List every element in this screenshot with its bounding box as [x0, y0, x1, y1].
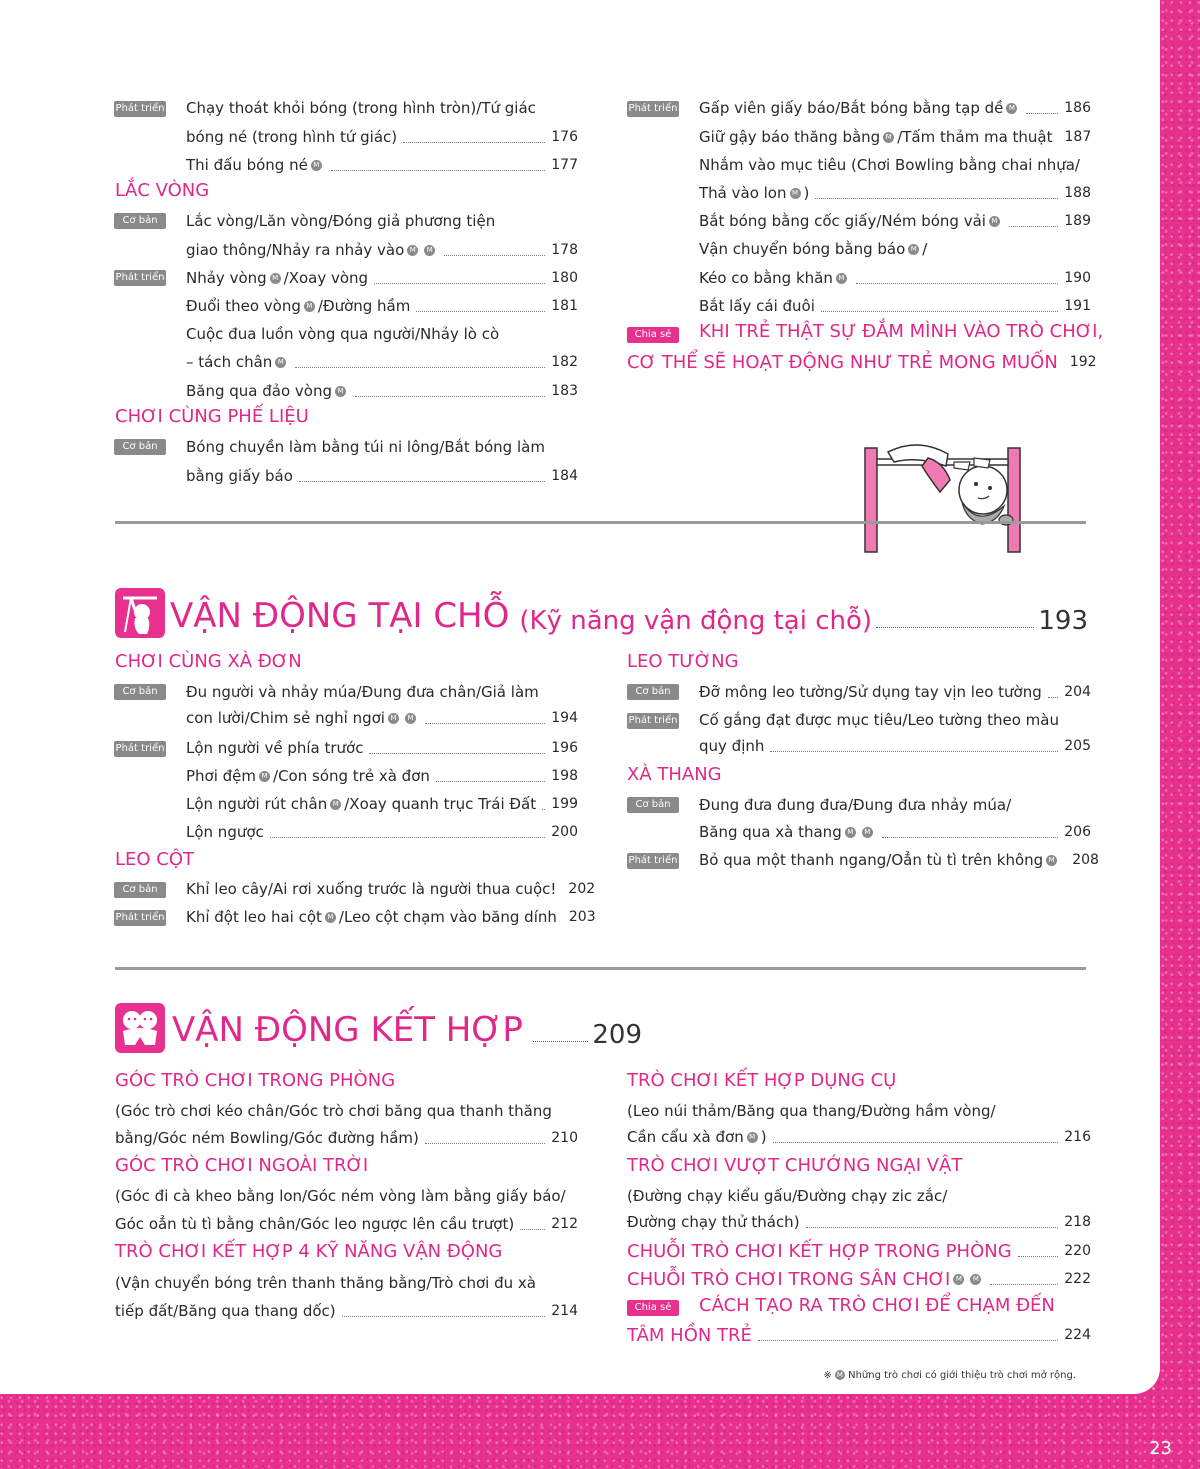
m-mark-icon: M [908, 244, 919, 255]
entry-text: Khỉ leo cây/Ai rơi xuống trước là người thua cuộc! [186, 880, 557, 898]
leader-dots [1018, 1256, 1059, 1257]
toc-entry[interactable] [186, 819, 578, 845]
section-title-row[interactable] [172, 1000, 642, 1050]
page-ref: 199 [551, 796, 578, 812]
toc-entry[interactable] [186, 152, 578, 178]
toc-entry[interactable] [699, 265, 1091, 291]
toc-entry[interactable] [186, 95, 578, 121]
toc-entry[interactable] [627, 1183, 1091, 1209]
badge-co-ban: Cơ bản [627, 684, 679, 700]
entry-text-part: /Xoay vòng [283, 269, 369, 287]
entry-text [186, 241, 438, 259]
leader-dots [331, 170, 545, 171]
page-ref: 209 [592, 1020, 642, 1050]
entry-text [699, 99, 1020, 117]
entry-text-part: Vận chuyển bóng bằng báo [699, 240, 906, 258]
page-ref: 177 [551, 157, 578, 173]
toc-entry[interactable] [699, 679, 1091, 705]
page-number: 23 [1149, 1438, 1172, 1459]
page-ref: 189 [1064, 213, 1091, 229]
entry-text [186, 269, 368, 287]
entry-text [627, 1269, 984, 1290]
entry-text-part: Khỉ đột leo hai cột [186, 908, 322, 926]
page-ref: 176 [551, 129, 578, 145]
page-ref: 188 [1064, 185, 1091, 201]
entry-text [186, 156, 325, 174]
page-ref: 191 [1064, 298, 1091, 314]
toc-entry[interactable] [186, 679, 578, 705]
footnote [823, 1370, 1076, 1381]
entry-text: Cố gắng đạt được mục tiêu/Leo tường theo màu [699, 711, 1059, 729]
entry-text: TÂM HỒN TRẺ [627, 1324, 752, 1346]
entry-text [186, 795, 536, 813]
page-ref: 193 [1038, 606, 1088, 636]
page-ref: 212 [551, 1216, 578, 1232]
chia-se-title-line1[interactable]: CÁCH TẠO RA TRÒ CHƠI ĐỂ CHẠM ĐẾN [699, 1295, 1055, 1316]
entry-text: CHUỖI TRÒ CHƠI KẾT HỢP TRONG PHÒNG [627, 1240, 1012, 1262]
leader-dots [773, 1142, 1059, 1143]
m-mark-icon: M [836, 273, 847, 284]
toc-entry[interactable] [186, 293, 578, 319]
toc-entry[interactable] [186, 876, 596, 902]
toc-entry[interactable] [699, 180, 1091, 206]
entry-text: (Leo núi thảm/Băng qua thang/Đường hầm vòng/ [627, 1102, 996, 1120]
section-heading-lac-vong: LẮC VÒNG [115, 180, 210, 201]
page-ref: 182 [551, 354, 578, 370]
m-mark-icon: M [836, 1371, 843, 1379]
entry-text [699, 823, 876, 841]
entry-text-part: Lộn người rút chân [186, 795, 328, 813]
entry-text-part: /Leo cột chạm vào băng dính [338, 908, 557, 926]
leader-dots [821, 311, 1058, 312]
toc-entry[interactable] [627, 1209, 1091, 1235]
leader-dots [758, 1340, 1058, 1341]
leader-dots [342, 1316, 546, 1317]
page-ref: 206 [1064, 824, 1091, 840]
section-title-row[interactable] [170, 586, 1088, 636]
leader-dots [295, 367, 545, 368]
leader-dots [374, 283, 545, 284]
entry-text [186, 709, 419, 727]
badge-phat-trien: Phát triển [627, 713, 679, 729]
toc-entry[interactable] [699, 293, 1091, 319]
section-heading-chuong-ngai-vat: TRÒ CHƠI VƯỢT CHƯỚNG NGẠI VẬT [627, 1155, 963, 1176]
toc-entry[interactable] [115, 1298, 578, 1324]
toc-entry[interactable] [699, 95, 1091, 121]
entry-text-part: Băng qua đảo vòng [186, 382, 333, 400]
entry-text [186, 297, 410, 315]
entry-text: (Góc đi cà kheo bằng lon/Góc ném vòng làm bằng giấy báo/ [115, 1187, 566, 1205]
m-mark-icon: M [953, 1274, 964, 1285]
page-ref: 184 [551, 468, 578, 484]
entry-text: CƠ THỂ SẼ HOẠT ĐỘNG NHƯ TRẺ MONG MUỐN [627, 351, 1058, 373]
leader-dots [533, 1041, 588, 1042]
toc-entry[interactable] [186, 463, 578, 489]
entry-text: Nhắm vào mục tiêu (Chơi Bowling bằng chai nhựa/ [699, 156, 1080, 174]
footnote-mark: ※ [823, 1370, 832, 1381]
leader-dots [882, 837, 1059, 838]
m-mark-icon: M [883, 132, 894, 143]
entry-text: Thả vào lon M ) [699, 184, 810, 202]
leader-dots [425, 723, 545, 724]
toc-entry[interactable] [115, 1125, 578, 1151]
page-ref: 204 [1064, 684, 1091, 700]
toc-entry[interactable] [699, 707, 1091, 733]
toc-entry[interactable] [699, 236, 1091, 262]
entry-text: Lắc vòng/Lăn vòng/Đóng giả phương tiện [186, 212, 496, 230]
entry-text: Bóng chuyền làm bằng túi ni lông/Bắt bóng làm [186, 438, 545, 456]
toc-entry[interactable] [627, 1238, 1091, 1264]
entry-text-part: /Con sóng trẻ xà đơn [273, 767, 430, 785]
toc-entry[interactable] [115, 1211, 578, 1237]
section-heading-ngoai-troi: GÓC TRÒ CHƠI NGOÀI TRỜI [115, 1155, 369, 1176]
toc-entry[interactable] [186, 763, 578, 789]
leader-dots [856, 283, 1058, 284]
section-title: VẬN ĐỘNG TẠI CHỖ [170, 596, 510, 636]
entry-text-part: /Tấm thảm ma thuật [897, 128, 1053, 146]
entry-text [186, 767, 430, 785]
entry-text: quy định [699, 737, 765, 755]
page-ref: 218 [1064, 1214, 1091, 1230]
entry-text-part: Thi đấu bóng né [186, 156, 308, 174]
badge-phat-trien: Phát triển [114, 741, 166, 757]
entry-text-part: /Xoay quanh trục Trái Đất [344, 795, 537, 813]
toc-entry[interactable] [186, 349, 578, 375]
section-heading-xa-thang: XÀ THANG [627, 764, 722, 785]
page-ref: 194 [551, 710, 578, 726]
leader-dots [520, 1229, 545, 1230]
entry-text: Góc oẳn tù tì bằng chân/Góc leo ngược lên cầu trượt) [115, 1215, 515, 1233]
leader-dots [1026, 113, 1058, 114]
m-mark-icon: M [989, 216, 1000, 227]
section-subtitle: (Kỹ năng vận động tại chỗ) [519, 606, 873, 636]
entry-text: Vận chuyển bóng bằng báo M / [699, 240, 928, 258]
leader-dots [876, 627, 1034, 628]
entry-text: Lộn người về phía trước [186, 739, 364, 757]
m-mark-icon: M [311, 160, 322, 171]
section-icon-box [115, 1003, 165, 1053]
leader-dots [425, 1143, 545, 1144]
toc-entry[interactable] [186, 378, 578, 404]
leader-dots [436, 781, 545, 782]
page-ref: 210 [551, 1130, 578, 1146]
m-mark-icon: M [845, 827, 856, 838]
section-icon-box [115, 588, 165, 638]
entry-text-part: Nhảy vòng [186, 269, 267, 287]
paired-children-icon [115, 1003, 165, 1053]
page-ref: 183 [551, 383, 578, 399]
entry-text [699, 212, 1003, 230]
badge-co-ban: Cơ bản [114, 213, 166, 229]
chia-se-title-line1[interactable]: KHI TRẺ THẬT SỰ ĐẮM MÌNH VÀO TRÒ CHƠI, [699, 321, 1104, 342]
toc-entry[interactable] [115, 1098, 578, 1124]
page-ref: 220 [1064, 1243, 1091, 1259]
toc-entry[interactable] [699, 152, 1091, 178]
section-divider [115, 521, 1086, 524]
page-ref: 224 [1064, 1327, 1091, 1343]
entry-text-part: /Đường hầm [317, 297, 411, 315]
leader-dots [542, 809, 545, 810]
toc-entry[interactable] [699, 208, 1091, 234]
page-ref: 198 [551, 768, 578, 784]
m-mark-icon: M [330, 799, 341, 810]
section-heading-leo-cot: LEO CỘT [115, 849, 195, 870]
badge-co-ban: Cơ bản [627, 797, 679, 813]
section-heading-4-ky-nang: TRÒ CHƠI KẾT HỢP 4 KỸ NĂNG VẬN ĐỘNG [115, 1241, 503, 1262]
entry-text-part: Giữ gậy báo thăng bằng [699, 128, 881, 146]
entry-text: Đu người và nhảy múa/Đung đưa chân/Giả làm [186, 683, 539, 701]
page-ref: 190 [1064, 270, 1091, 286]
badge-phat-trien: Phát triển [114, 270, 166, 286]
page-ref: 187 [1064, 129, 1092, 145]
m-mark-icon: M [970, 1274, 981, 1285]
leader-dots [299, 481, 545, 482]
toc-entry[interactable] [627, 349, 1097, 375]
entry-text-part: CHUỖI TRÒ CHƠI TRONG SÂN CHƠI [627, 1268, 951, 1290]
toc-entry[interactable] [627, 1322, 1091, 1348]
entry-text: bằng giấy báo [186, 467, 293, 485]
page-ref: 202 [568, 881, 596, 897]
entry-text: Bắt lấy cái đuôi [699, 297, 815, 315]
section-divider [115, 967, 1086, 970]
m-mark-icon: M [335, 386, 346, 397]
badge-phat-trien: Phát triển [114, 101, 166, 117]
toc-entry[interactable] [115, 1270, 578, 1296]
toc-entry[interactable] [186, 265, 578, 291]
entry-text: Lộn ngược [186, 823, 264, 841]
badge-chia-se: Chia sẻ [627, 327, 679, 343]
toc-entry[interactable] [186, 208, 578, 234]
page-ref: 196 [551, 740, 578, 756]
m-mark-icon: M [259, 771, 270, 782]
entry-text-part: Bắt bóng bằng cốc giấy/Ném bóng vải [699, 212, 986, 230]
badge-phat-trien: Phát triển [627, 101, 679, 117]
badge-chia-se: Chia sẻ [627, 1300, 679, 1316]
section-heading-leo-tuong: LEO TƯỜNG [627, 651, 739, 672]
toc-entry[interactable] [627, 1098, 1091, 1124]
badge-co-ban: Cơ bản [114, 882, 166, 898]
badge-co-ban: Cơ bản [114, 684, 166, 700]
badge-phat-trien: Phát triển [627, 853, 679, 869]
entry-text: Đường chạy thử thách) [627, 1213, 800, 1231]
m-mark-icon: M [388, 713, 399, 724]
leader-dots [369, 753, 545, 754]
badge-co-ban: Cơ bản [114, 439, 166, 455]
entry-text-part: Cần cẩu xà đơn [627, 1128, 744, 1146]
leader-dots [806, 1227, 1059, 1228]
leader-dots [403, 142, 545, 143]
m-mark-icon: M [862, 827, 873, 838]
entry-text: bằng/Góc ném Bowling/Góc đường hầm) [115, 1129, 419, 1147]
toc-entry[interactable] [115, 1183, 578, 1209]
leader-dots [1048, 697, 1059, 698]
entry-text [699, 128, 1053, 146]
m-mark-icon: M [325, 912, 336, 923]
leader-dots [355, 396, 545, 397]
leader-dots [1009, 226, 1058, 227]
entry-text: bóng né (trong hình tứ giác) [186, 128, 398, 146]
m-mark-icon: M [304, 301, 315, 312]
leader-dots [990, 1284, 1058, 1285]
entry-text-part: Bỏ qua một thanh ngang/Oẳn tù tì trên không [699, 851, 1044, 869]
m-mark-icon: M [1046, 855, 1057, 866]
page-ref: 181 [551, 298, 578, 314]
page-ref: 192 [1069, 354, 1097, 370]
entry-text: Cuộc đua luồn vòng qua người/Nhảy lò cò [186, 325, 500, 343]
m-mark-icon: M [275, 357, 286, 368]
hanging-child-icon [115, 588, 165, 638]
entry-text [186, 382, 349, 400]
toc-entry[interactable] [186, 321, 578, 347]
page-ref: 200 [551, 824, 578, 840]
toc-entry[interactable] [186, 434, 578, 460]
m-mark-icon: M [790, 188, 801, 199]
entry-text-part: Băng qua xà thang [699, 823, 842, 841]
entry-text: (Đường chạy kiểu gấu/Đường chạy zic zắc/ [627, 1187, 948, 1205]
m-mark-icon: M [407, 245, 418, 256]
toc-entry[interactable] [186, 237, 578, 263]
toc-entry[interactable] [627, 1124, 1091, 1150]
toc-entry[interactable] [699, 847, 1099, 873]
section-heading-dung-cu: TRÒ CHƠI KẾT HỢP DỤNG CỤ [627, 1070, 897, 1091]
footnote-text: Những trò chơi có giới thiệu trò chơi mở rộng. [848, 1370, 1076, 1381]
section-heading-xa-don: CHƠI CÙNG XÀ ĐƠN [115, 651, 302, 672]
toc-entry[interactable] [699, 819, 1091, 845]
m-mark-icon: M [424, 245, 435, 256]
toc-entry[interactable] [186, 791, 578, 817]
entry-text: (Vận chuyển bóng trên thanh thăng bằng/Trò chơi đu xà [115, 1274, 536, 1292]
toc-entry[interactable] [699, 124, 1091, 150]
leader-dots [444, 255, 545, 256]
toc-entry[interactable] [699, 792, 1091, 818]
section-heading-trong-phong: GÓC TRÒ CHƠI TRONG PHÒNG [115, 1070, 396, 1091]
m-mark-icon: M [747, 1132, 758, 1143]
entry-text: tiếp đất/Băng qua thang dốc) [115, 1302, 336, 1320]
m-mark-icon: M [1006, 103, 1017, 114]
page-ref: 203 [568, 909, 596, 925]
toc-entry[interactable] [186, 124, 578, 150]
entry-text [699, 269, 850, 287]
leader-dots [270, 837, 545, 838]
entry-text: (Góc trò chơi kéo chân/Góc trò chơi băng qua thanh thăng [115, 1102, 552, 1120]
entry-text-part: giao thông/Nhảy ra nhảy vào [186, 241, 405, 259]
page-ref: 216 [1064, 1129, 1091, 1145]
badge-phat-trien: Phát triển [114, 910, 166, 926]
leader-dots [770, 751, 1058, 752]
page-ref: 205 [1064, 738, 1091, 754]
entry-text: Cần cẩu xà đơn M ) [627, 1128, 767, 1146]
entry-text [186, 353, 289, 371]
entry-text-part: Kéo co bằng khăn [699, 269, 833, 287]
entry-text: Đỡ mông leo tường/Sử dụng tay vịn leo tường [699, 683, 1042, 701]
m-mark-icon: M [270, 273, 281, 284]
section-title: VẬN ĐỘNG KẾT HỢP [172, 1010, 523, 1050]
entry-text-part: Phơi đệm [186, 767, 257, 785]
leader-dots [416, 311, 545, 312]
page-ref: 180 [551, 270, 578, 286]
toc-entry[interactable] [186, 735, 578, 761]
entry-text-part: Đuổi theo vòng [186, 297, 301, 315]
entry-text-part: Thả vào lon [699, 184, 787, 202]
entry-text: Chạy thoát khỏi bóng (trong hình tròn)/Tứ giác [186, 99, 536, 117]
entry-text [186, 908, 557, 926]
entry-text-part: Gấp viên giấy báo/Bắt bóng bằng tạp dề [699, 99, 1004, 117]
page-ref: 186 [1064, 100, 1091, 116]
m-mark-icon: M [405, 713, 416, 724]
leader-dots [815, 198, 1058, 199]
entry-text [699, 851, 1060, 869]
entry-text-part: – tách chân [186, 353, 273, 371]
page-ref: 222 [1064, 1271, 1091, 1287]
toc-entry[interactable] [186, 904, 596, 930]
toc-entry[interactable] [699, 733, 1091, 759]
page-ref: 214 [551, 1303, 578, 1319]
toc-entry[interactable] [627, 1266, 1091, 1292]
entry-text-part: con lười/Chim sẻ nghỉ ngơi [186, 709, 385, 727]
page-ref: 208 [1072, 852, 1099, 868]
section-heading-phe-lieu: CHƠI CÙNG PHẾ LIỆU [115, 406, 309, 427]
toc-entry[interactable] [186, 705, 578, 731]
entry-text: Đung đưa đung đưa/Đung đưa nhảy múa/ [699, 796, 1012, 814]
child-on-bar-illustration [858, 432, 1038, 556]
page-ref: 178 [551, 242, 578, 258]
